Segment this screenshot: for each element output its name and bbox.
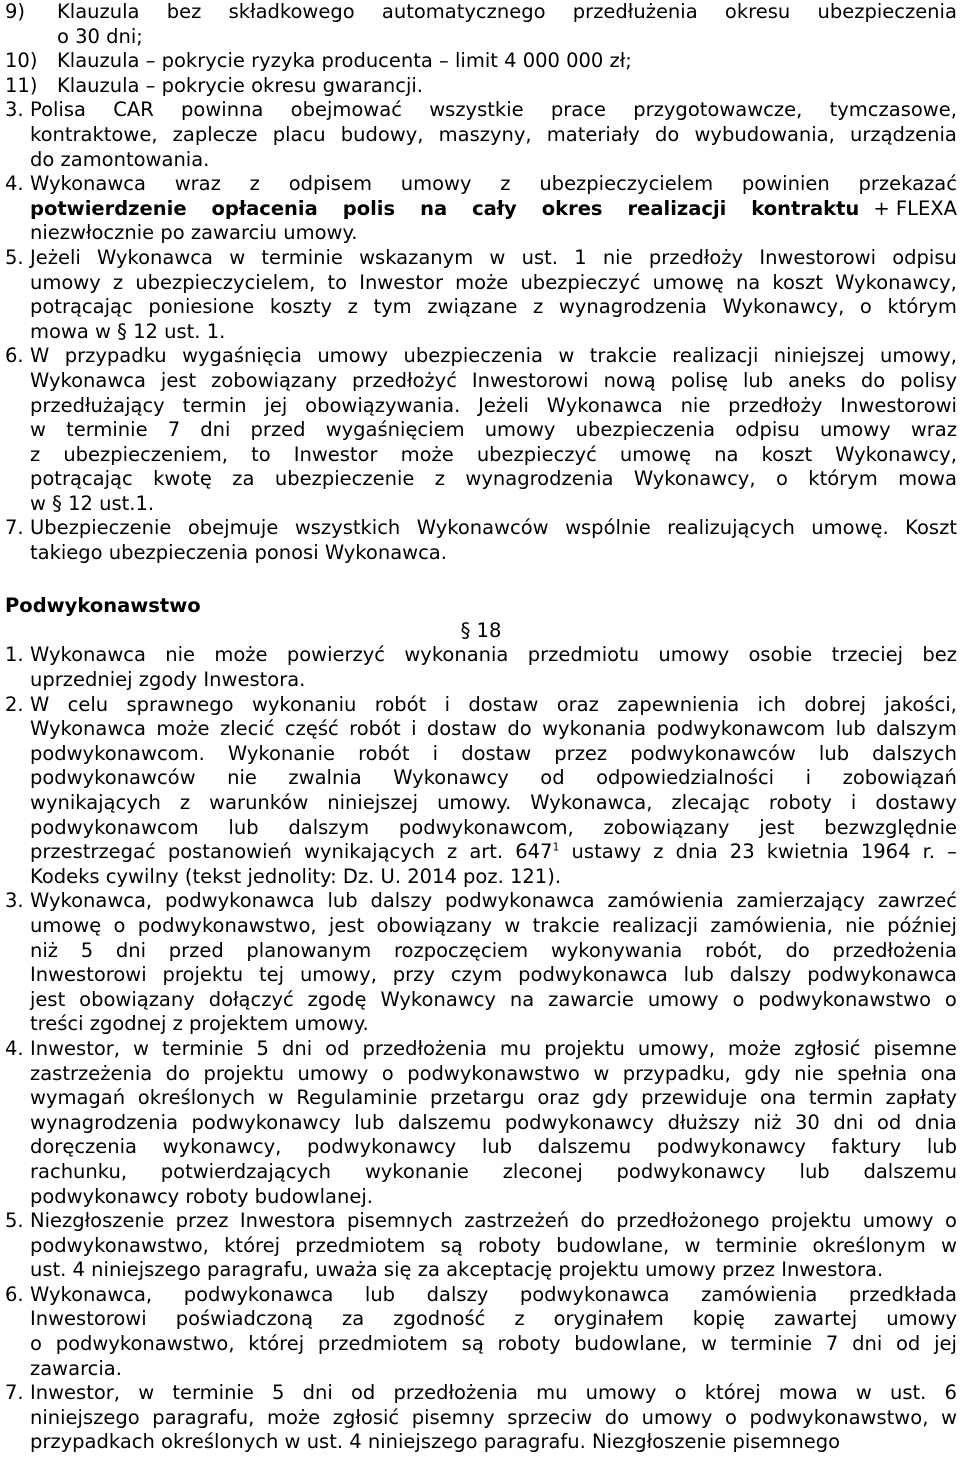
section_b-line: ust. 4 niniejszego paragrafu, uważa się za akceptację projektu umowy przez Inwestora.	[30, 1258, 884, 1282]
section_b-line: Inwestor, w terminie 5 dni od przedłożenia mu umowy o której mowa w ust. 6	[30, 1381, 957, 1405]
section_b-item	[5, 643, 957, 692]
top_list-line: Klauzula – pokrycie ryzyka producenta – limit 4 000 000 zł;	[57, 49, 632, 73]
section_b-number: 6.	[5, 1282, 24, 1306]
section_a-line: Polisa CAR powinna obejmować wszystkie prace przygotowawcze, tymczasowe,	[30, 98, 957, 122]
section_a-line: mowa w § 12 ust. 1.	[30, 319, 226, 343]
section_b-line: Inwestor, w terminie 5 dni od przedłożenia mu projektu umowy, może zgłosić pisemne	[30, 1036, 957, 1060]
section_b-line: Niezgłoszenie przez Inwestora pisemnych zastrzeżeń do przedłożonego projektu umowy o	[30, 1209, 957, 1233]
section_b-line: zawarcia.	[30, 1356, 122, 1380]
top_list-number: 9)	[5, 0, 26, 23]
section_b-line: Wykonawca, podwykonawca lub dalszy podwykonawca zamówienia przedkłada	[30, 1282, 957, 1306]
section_b-line: jest obowiązany dołączyć zgodę Wykonawcy na zawarcie umowy o podwykonawstwo o	[30, 987, 957, 1011]
top_list-item	[5, 49, 957, 74]
section_b-item	[5, 1209, 957, 1283]
section_a-line: potrącając kwotę za ubezpieczenie z wynagrodzenia Wykonawcy, o którym mowa	[30, 467, 957, 491]
section_a-line: W przypadku wygaśnięcia umowy ubezpieczenia w trakcie realizacji niniejszej umowy,	[30, 344, 957, 368]
section_b-line: przypadkach określonych w ust. 4 niniejszego paragrafu. Niezgłoszenie pisemnego	[30, 1430, 841, 1454]
section_b-line: doręczenia wykonawcy, podwykonawcy lub dalszemu podwykonawcy faktury lub	[30, 1135, 957, 1159]
section_b-line: podwykonawstwo, której przedmiotem są roboty budowlane, w terminie określonym w	[30, 1233, 957, 1257]
section_b-line: niniejszego paragrafu, może zgłosić pisemny sprzeciw do umowy o podwykonawstwo, w	[30, 1405, 957, 1429]
section_b-number: 1.	[5, 643, 24, 667]
section_b-item	[5, 889, 957, 1037]
section_b-line: podwykonawców nie zwalnia Wykonawcy od odpowiedzialności i zobowiązań	[30, 766, 957, 790]
section_b-item	[5, 1283, 957, 1381]
top_list-line: o 30 dni;	[57, 24, 143, 48]
section-heading: Podwykonawstwo	[5, 594, 201, 618]
section_a-item	[5, 246, 957, 344]
section_a-line: umowy z ubezpieczycielem, to Inwestor może ubezpieczyć umowę na koszt Wykonawcy,	[30, 270, 957, 294]
section_b-line: o podwykonawstwo, której przedmiotem są roboty budowlane, w terminie 7 dni od jej	[30, 1332, 957, 1356]
section_a-line: w terminie 7 dni przed wygaśnięciem umowy ubezpieczenia odpisu umowy wraz	[30, 418, 957, 442]
section_a-number: 6.	[5, 344, 24, 368]
section_b-number: 3.	[5, 889, 24, 913]
section_a-line: Jeżeli Wykonawca w terminie wskazanym w ust. 1 nie przedłoży Inwestorowi odpisu	[30, 245, 957, 269]
section_a-line: potrącając poniesione koszty z tym związane z wynagrodzenia Wykonawcy, o którym	[30, 295, 957, 319]
section_a-line: niezwłocznie po zawarciu umowy.	[30, 221, 358, 245]
section_a-line: w § 12 ust.1.	[30, 491, 155, 515]
section_a-number: 3.	[5, 98, 24, 122]
section_b-item	[5, 693, 957, 890]
section_a-line: z ubezpieczeniem, to Inwestor może ubezpieczyć umowę na koszt Wykonawcy,	[30, 442, 957, 466]
section_a-number: 5.	[5, 245, 24, 269]
top_list-line: Klauzula bez składkowego automatycznego przedłużenia okresu ubezpieczenia	[57, 0, 957, 23]
section_b-line: W celu sprawnego wykonaniu robót i dostaw oraz zapewnienia ich dobrej jakości,	[30, 692, 957, 716]
spacer	[5, 566, 957, 591]
section_b-line: Inwestorowi poświadczoną za zgodność z oryginałem kopię zawartej umowy	[30, 1307, 957, 1331]
section_b-line: zastrzeżenia do projektu umowy o podwykonawstwo w przypadku, gdy nie spełnia ona	[30, 1061, 957, 1085]
section_a-line: Ubezpieczenie obejmuje wszystkich Wykonawców wspólnie realizujących umowę. Koszt	[30, 516, 957, 540]
section_b-line: umowę o podwykonawstwo, jest obowiązany w trakcie realizacji zamówienia, nie później	[30, 913, 957, 937]
document-body	[5, 0, 957, 1455]
section_b-line: rachunku, potwierdzających wykonanie zleconej podwykonawcy lub dalszemu	[30, 1159, 957, 1183]
section_b-line: podwykonawcom lub dalszym podwykonawcom, zobowiązany jest bezwzględnie	[30, 815, 957, 839]
section_a-line: Wykonawca wraz z odpisem umowy z ubezpieczycielem powinien przekazać	[30, 172, 957, 196]
section_b-line: Wykonawca, podwykonawca lub dalszy podwykonawca zamówienia zamierzający zawrzeć	[30, 889, 957, 913]
section_b-line: wynikających z warunków niniejszej umowy. Wykonawca, zlecając roboty i dostawy	[30, 791, 957, 814]
section_a-line: przedłużający termin jej obowiązywania. Jeżeli Wykonawca nie przedłoży Inwestorowi	[30, 393, 957, 417]
paragraph-mark: § 18	[460, 618, 502, 642]
top_list-line: Klauzula – pokrycie okresu gwarancji.	[57, 73, 423, 97]
section_b-line: uprzedniej zgody Inwestora.	[30, 668, 306, 692]
section_b-line: wynagrodzenia podwykonawcy lub dalszemu podwykonawcy dłuższy niż 30 dni od dnia	[30, 1110, 957, 1134]
section_b-line: niż 5 dni przed planowanym rozpoczęciem wykonywania robót, do przedłożenia	[30, 938, 957, 962]
section_a-line	[30, 197, 957, 222]
section_a-line: kontraktowe, zaplecze placu budowy, maszyny, materiały do wybudowania, urządzenia	[30, 122, 957, 146]
section_b-line: podwykonawcom. Wykonanie robót i dostaw przez podwykonawców lub dalszych	[30, 741, 957, 765]
section_a-item	[5, 172, 957, 246]
section_b-line: Inwestorowi projektu tej umowy, przy czym podwykonawca lub dalszy podwykonawca	[30, 963, 957, 987]
section_b-number: 5.	[5, 1209, 24, 1233]
section_a-number: 7.	[5, 516, 24, 540]
section_a-item	[5, 98, 957, 172]
top_list-item	[5, 0, 957, 49]
section_b-line: Wykonawca może zlecić część robót i dostaw do wykonania podwykonawcom lub dalszym	[30, 717, 957, 741]
emphasis-text: potwierdzenie opłacenia polis na cały okres realizacji kontraktu	[30, 196, 860, 220]
section_b-line: podwykonawcy roboty budowlanej.	[30, 1184, 373, 1208]
section_b-line: wymagań określonych w Regulaminie przetargu oraz gdy przewiduje ona termin zapłaty	[30, 1086, 957, 1110]
top_list-item	[5, 74, 957, 99]
section_a-line: do zamontowania.	[30, 147, 210, 171]
top_list-number: 10)	[5, 49, 38, 73]
section_b-number: 4.	[5, 1036, 24, 1060]
section_b-line: Kodeks cywilny (tekst jednolity: Dz. U. 2014 poz. 121).	[30, 864, 562, 888]
section_a-number: 4.	[5, 172, 24, 196]
line-tail: + FLEXA	[873, 196, 957, 220]
section_a-line: Wykonawca jest zobowiązany przedłożyć Inwestorowi nową polisę lub aneks do polisy	[30, 368, 957, 392]
section_b-line: treści zgodnej z projektem umowy.	[30, 1012, 369, 1036]
top_list-number: 11)	[5, 73, 38, 97]
section_b-line: przestrzegać postanowień wynikających z art. $647^1$ ustawy z dnia 23 kwietnia 1964 r. –	[30, 840, 957, 864]
section_b-number: 7.	[5, 1381, 24, 1405]
section_a-item	[5, 344, 957, 516]
section_b-item	[5, 1381, 957, 1455]
section_b-number: 2.	[5, 692, 24, 716]
section_b-line: Wykonawca nie może powierzyć wykonania przedmiotu umowy osobie trzeciej bez	[30, 643, 957, 667]
section_b-item	[5, 1037, 957, 1209]
section_a-item	[5, 516, 957, 565]
section_a-line: takiego ubezpieczenia ponosi Wykonawca.	[30, 541, 447, 565]
